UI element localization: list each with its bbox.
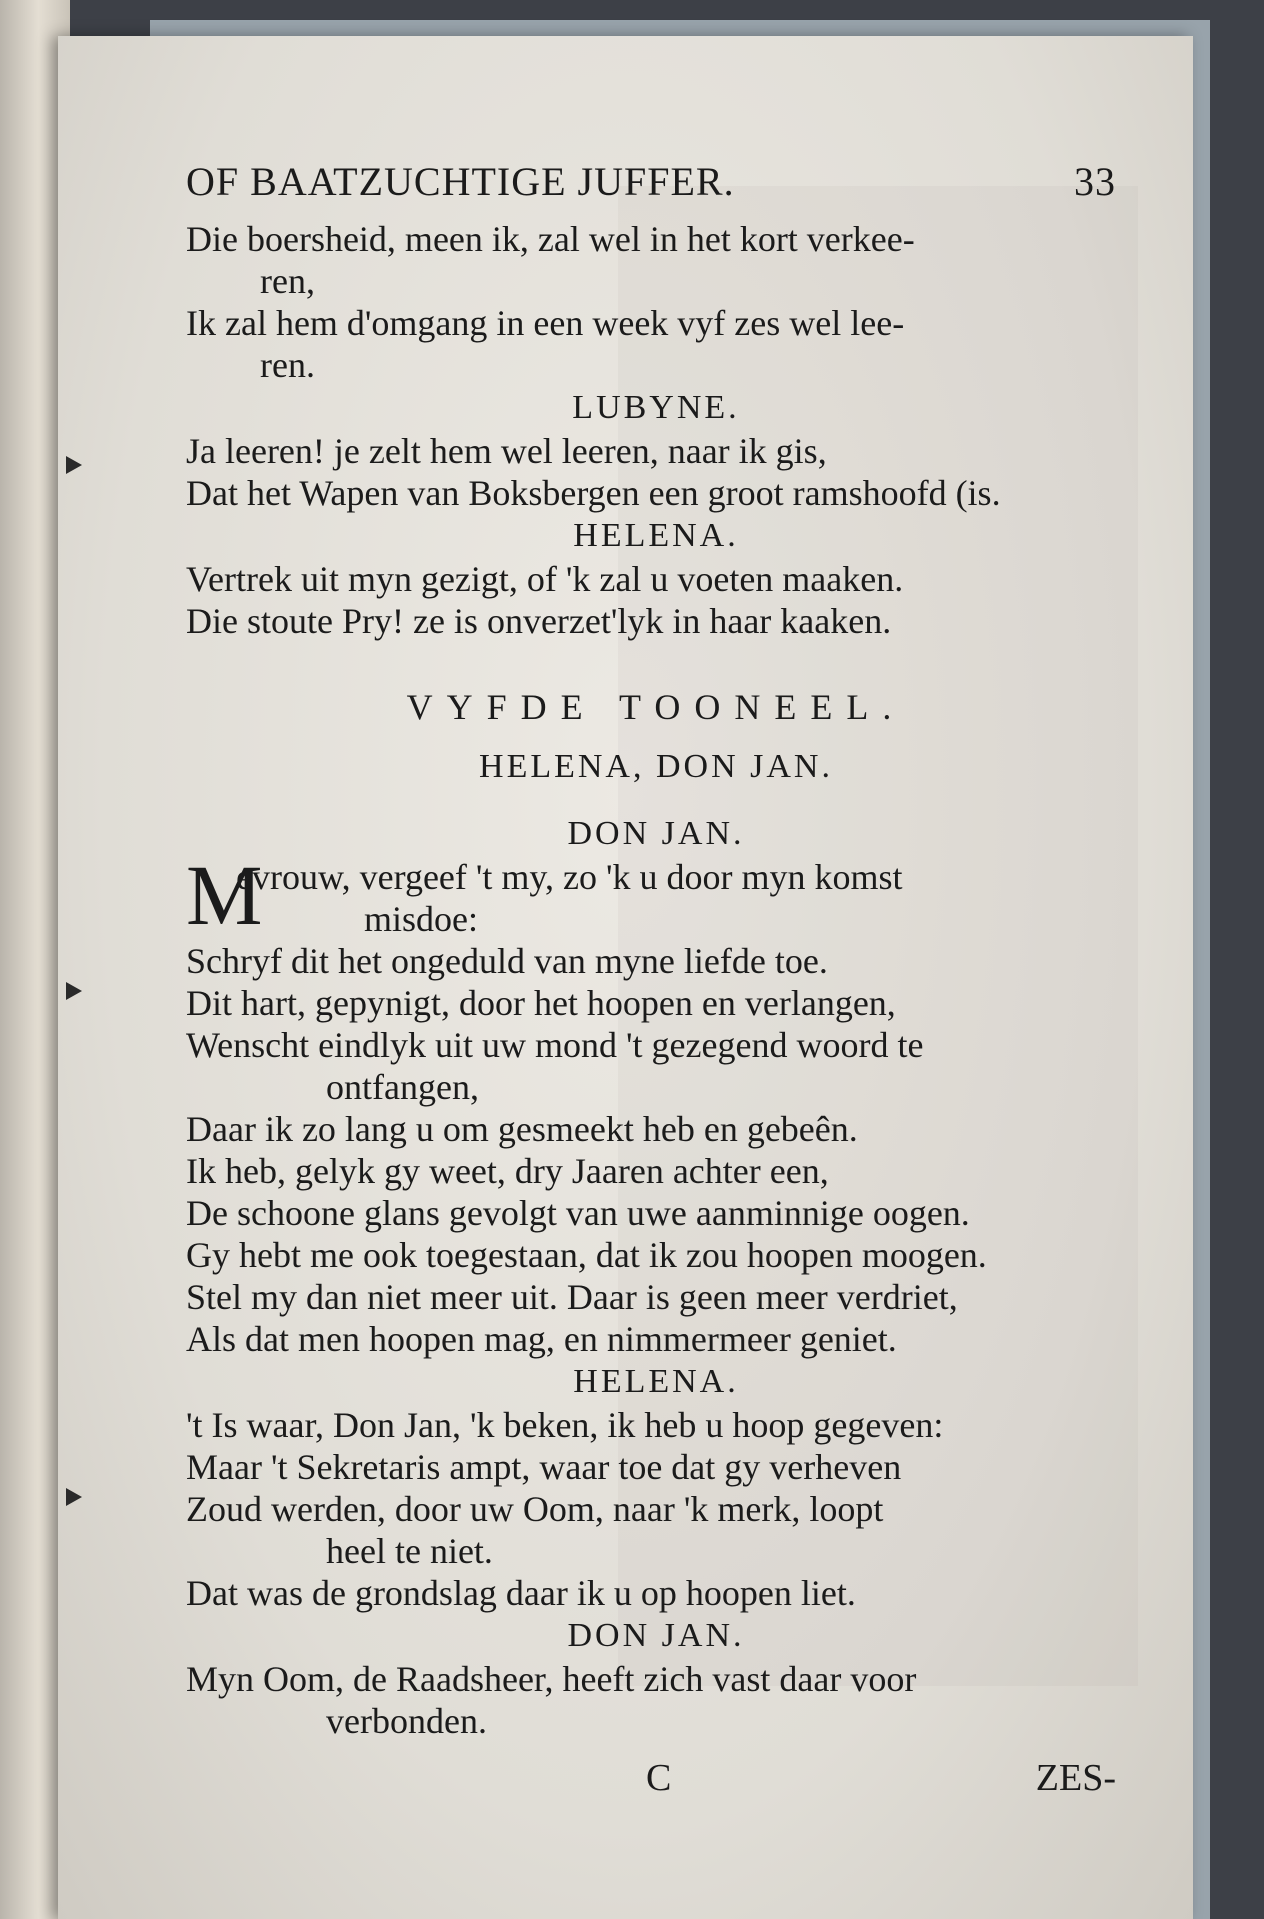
verse-line: Schryf dit het ongeduld van myne liefde toe.	[186, 941, 828, 981]
pin-mark-icon	[66, 456, 82, 474]
verse-block-bottom	[186, 898, 1126, 1742]
verse-line: verbonden.	[326, 1701, 487, 1741]
speaker-label: DON JAN.	[567, 815, 745, 852]
speaker-label: HELENA.	[573, 517, 739, 554]
verse-line: Ik zal hem d'omgang in een week vyf zes wel lee-	[186, 303, 905, 343]
verse-line: 't Is waar, Don Jan, 'k beken, ik heb u hoop gegeven:	[186, 1405, 944, 1445]
verse-line: Die boersheid, meen ik, zal wel in het kort verkee-	[186, 219, 915, 259]
verse-line: Dat was de grondslag daar ik u op hoopen liet.	[186, 1573, 856, 1613]
verse-line: Stel my dan niet meer uit. Daar is geen meer verdriet,	[186, 1277, 958, 1317]
verse-line: Myn Oom, de Raadsheer, heeft zich vast daar voor	[186, 1659, 917, 1699]
pin-mark-icon	[66, 982, 82, 1000]
scene-title: VYFDE TOONEEL.	[406, 687, 906, 727]
verse-line: Ja leeren! je zelt hem wel leeren, naar ik gis,	[186, 431, 827, 471]
page-number: 33	[1074, 159, 1116, 204]
verse-line: Wenscht eindlyk uit uw mond 't gezegend woord te	[186, 1025, 924, 1065]
verse-line: Dat het Wapen van Boksbergen een groot ramshoofd (is.	[186, 473, 1001, 513]
verse-line: ren.	[260, 345, 315, 385]
speaker-label: HELENA.	[573, 1363, 739, 1400]
page-text	[186, 158, 1126, 1816]
verse-line: Dit hart, gepynigt, door het hoopen en verlangen,	[186, 983, 896, 1023]
book-page	[58, 36, 1193, 1919]
verse-line: misdoe:	[364, 899, 478, 939]
verse-line: Vertrek uit myn gezigt, of 'k zal u voeten maaken.	[186, 559, 904, 599]
verse-line: ren,	[260, 261, 315, 301]
verse-line: Daar ik zo lang u om gesmeekt heb en gebeên.	[186, 1109, 858, 1149]
speaker-label: DON JAN.	[567, 1617, 745, 1654]
verse-line: Zoud werden, door uw Oom, naar 'k merk, loopt	[186, 1489, 884, 1529]
verse-block-top	[186, 218, 1126, 642]
verse-line: Als dat men hoopen mag, en nimmermeer geniet.	[186, 1319, 897, 1359]
first-verse-text: evrouw, vergeef 't my, zo 'k u door myn komst	[236, 857, 903, 897]
verse-line: ontfangen,	[326, 1067, 479, 1107]
verse-line: Ik heb, gelyk gy weet, dry Jaaren achter een,	[186, 1151, 829, 1191]
verse-line: Gy hebt me ook toegestaan, dat ik zou hoopen moogen.	[186, 1235, 987, 1275]
speaker-label: LUBYNE.	[572, 389, 740, 426]
verse-line: heel te niet.	[326, 1531, 493, 1571]
signature-mark: C	[646, 1757, 672, 1799]
verse-line: Die stoute Pry! ze is onverzet'lyk in haar kaaken.	[186, 601, 892, 641]
catchword: ZES-	[1035, 1757, 1116, 1799]
verse-line: Maar 't Sekretaris ampt, waar toe dat gy verheven	[186, 1447, 902, 1487]
verse-line: De schoone glans gevolgt van uwe aanminnige oogen.	[186, 1193, 970, 1233]
running-head	[186, 158, 1126, 218]
drop-cap: M	[186, 847, 263, 943]
scene-cast: HELENA, DON JAN.	[479, 748, 833, 785]
pin-mark-icon	[66, 1488, 82, 1506]
page-footer	[186, 1756, 1126, 1816]
running-title: OF BAATZUCHTIGE JUFFER.	[186, 159, 735, 204]
